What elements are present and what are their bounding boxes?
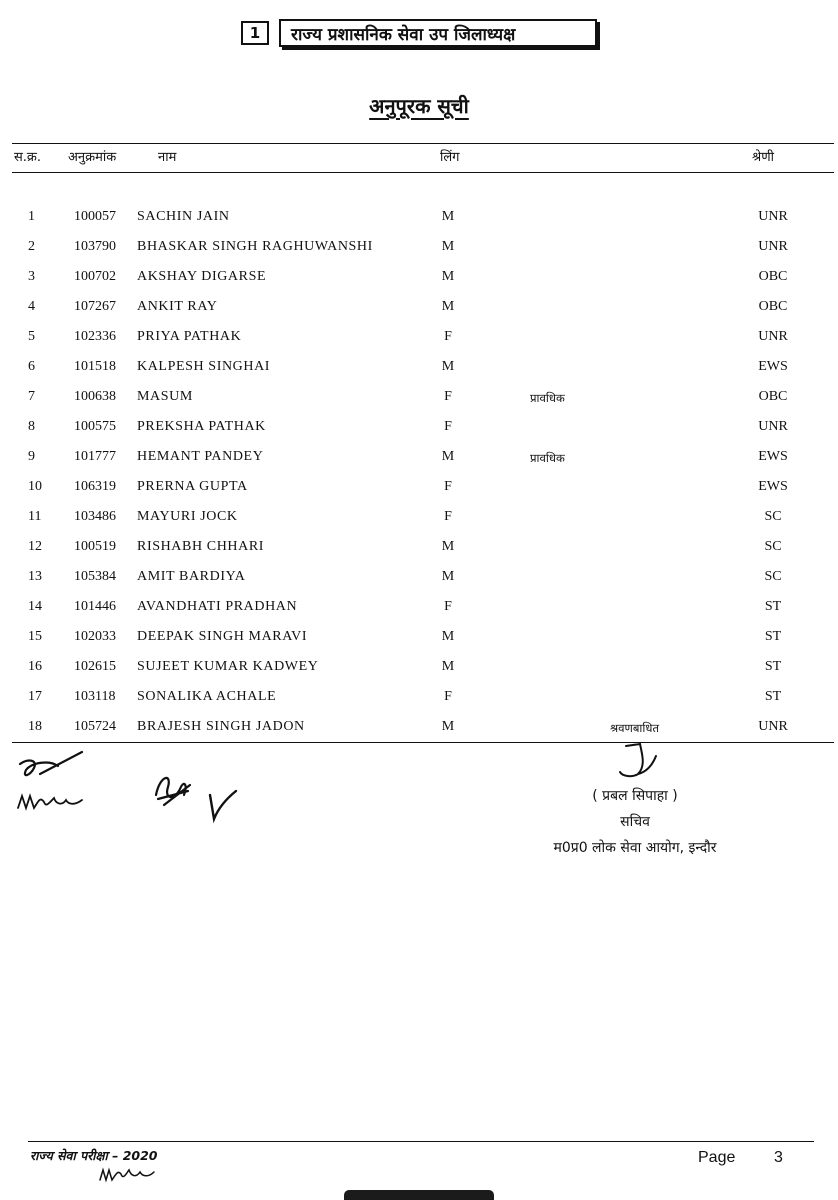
cell-gender: F — [444, 509, 452, 524]
cell-sno: 3 — [28, 269, 35, 284]
cell-roll: 102615 — [74, 659, 116, 674]
cell-remark: प्रावधिक — [530, 391, 565, 405]
footer-exam-label: राज्य सेवा परीक्षा – 2020 — [30, 1148, 158, 1163]
cell-category: SC — [764, 569, 782, 584]
cell-category: UNR — [758, 239, 788, 254]
cell-roll: 100638 — [74, 389, 116, 404]
cell-sno: 9 — [28, 449, 35, 464]
cell-gender: F — [444, 599, 452, 614]
secretary-signature — [612, 742, 672, 786]
cell-name: DEEPAK SINGH MARAVI — [137, 629, 308, 644]
cell-sno: 12 — [28, 539, 42, 554]
table-row — [0, 535, 838, 565]
cell-category: SC — [764, 539, 782, 554]
cell-sno: 5 — [28, 329, 35, 344]
cell-category: ST — [764, 599, 782, 614]
cell-name: KALPESH SINGHAI — [137, 359, 271, 374]
cell-roll: 105384 — [74, 569, 116, 584]
cell-sno: 1 — [28, 209, 35, 224]
table-row — [0, 595, 838, 625]
cell-gender: M — [441, 359, 455, 374]
cell-name: AVANDHATI PRADHAN — [137, 599, 298, 614]
cell-gender: M — [441, 299, 455, 314]
cell-roll: 103486 — [74, 509, 116, 524]
cell-roll: 101777 — [74, 449, 116, 464]
table-row — [0, 205, 838, 235]
cell-roll: 100702 — [74, 269, 116, 284]
cell-roll: 107267 — [74, 299, 116, 314]
subtitle — [0, 92, 838, 119]
cell-name: PRIYA PATHAK — [137, 329, 242, 344]
header-number-box: 1 — [241, 21, 269, 45]
cell-roll: 103118 — [74, 689, 116, 704]
table-top-rule — [12, 143, 834, 144]
col-header-name: नाम — [158, 150, 177, 165]
table-row — [0, 715, 838, 745]
table-header-rule — [12, 172, 834, 173]
cell-sno: 6 — [28, 359, 35, 374]
table-row — [0, 565, 838, 595]
cell-remark: प्रावधिक — [530, 451, 565, 465]
col-header-gender: लिंग — [440, 150, 460, 165]
cell-gender: M — [441, 539, 455, 554]
commission-name: म0प्र0 लोक सेवा आयोग, इन्दौर — [553, 840, 717, 856]
cell-category: EWS — [758, 449, 788, 464]
cell-sno: 10 — [28, 479, 42, 494]
footer-initials — [96, 1160, 160, 1184]
cell-category: UNR — [758, 209, 788, 224]
cell-category: EWS — [758, 359, 788, 374]
cell-roll: 103790 — [74, 239, 116, 254]
secretary-name: ( प्रबल सिपाहा ) — [592, 788, 678, 804]
handwritten-initials-left — [10, 752, 110, 822]
cell-gender: F — [444, 329, 452, 344]
viewer-scroll-indicator[interactable] — [344, 1190, 494, 1200]
cell-name: BHASKAR SINGH RAGHUWANSHI — [137, 239, 373, 254]
table-row — [0, 625, 838, 655]
cell-sno: 7 — [28, 389, 35, 404]
table-row — [0, 685, 838, 715]
cell-sno: 16 — [28, 659, 42, 674]
cell-name: SUJEET KUMAR KADWEY — [137, 659, 319, 674]
cell-gender: F — [444, 419, 452, 434]
cell-sno: 11 — [28, 509, 42, 524]
cell-name: MAYURI JOCK — [137, 509, 238, 524]
col-header-sno: स.क्र. — [14, 150, 42, 165]
table-row — [0, 355, 838, 385]
cell-name: PRERNA GUPTA — [137, 479, 248, 494]
cell-roll: 101446 — [74, 599, 116, 614]
table-row — [0, 415, 838, 445]
cell-name: PREKSHA PATHAK — [137, 419, 266, 434]
cell-name: RISHABH CHHARI — [137, 539, 265, 554]
cell-roll: 102033 — [74, 629, 116, 644]
cell-sno: 2 — [28, 239, 35, 254]
cell-name: ANKIT RAY — [137, 299, 218, 314]
cell-category: SC — [764, 509, 782, 524]
subtitle-text: अनुपूरक सूची — [369, 94, 469, 118]
cell-sno: 8 — [28, 419, 35, 434]
handwritten-initials-middle — [150, 765, 245, 825]
table-row — [0, 235, 838, 265]
cell-name: BRAJESH SINGH JADON — [137, 719, 305, 734]
cell-category: UNR — [758, 419, 788, 434]
cell-roll: 100575 — [74, 419, 116, 434]
cell-gender: M — [441, 719, 455, 734]
table-row — [0, 265, 838, 295]
cell-name: AKSHAY DIGARSE — [137, 269, 267, 284]
table-row — [0, 505, 838, 535]
table-row — [0, 475, 838, 505]
cell-gender: F — [444, 689, 452, 704]
footer-page-number: 3 — [774, 1149, 783, 1166]
cell-category: ST — [764, 629, 782, 644]
cell-sno: 15 — [28, 629, 42, 644]
cell-name: SACHIN JAIN — [137, 209, 230, 224]
table-row — [0, 295, 838, 325]
cell-category: ST — [764, 659, 782, 674]
cell-remark: श्रवणबाधित — [610, 721, 660, 735]
footer-page-label: Page — [698, 1149, 736, 1166]
cell-gender: M — [441, 629, 455, 644]
cell-category: ST — [764, 689, 782, 704]
cell-sno: 13 — [28, 569, 42, 584]
table-row — [0, 445, 838, 475]
cell-sno: 18 — [28, 719, 42, 734]
cell-name: SONALIKA ACHALE — [137, 689, 277, 704]
cell-category: OBC — [758, 269, 788, 284]
cell-name: MASUM — [137, 389, 193, 404]
cell-category: OBC — [758, 389, 788, 404]
cell-gender: F — [444, 389, 452, 404]
table-row — [0, 325, 838, 355]
cell-roll: 101518 — [74, 359, 116, 374]
cell-sno: 17 — [28, 689, 42, 704]
cell-category: OBC — [758, 299, 788, 314]
cell-name: HEMANT PANDEY — [137, 449, 264, 464]
cell-roll: 100057 — [74, 209, 116, 224]
cell-name: AMIT BARDIYA — [137, 569, 246, 584]
cell-sno: 14 — [28, 599, 42, 614]
cell-roll: 105724 — [74, 719, 116, 734]
secretary-title: सचिव — [620, 814, 650, 830]
cell-roll: 106319 — [74, 479, 116, 494]
table-bottom-rule — [12, 742, 834, 743]
col-header-category: श्रेणी — [752, 150, 774, 165]
header-title: राज्य प्रशासनिक सेवा उप जिलाध्यक्ष — [279, 19, 597, 47]
cell-gender: M — [441, 239, 455, 254]
cell-gender: M — [441, 659, 455, 674]
cell-roll: 102336 — [74, 329, 116, 344]
col-header-roll: अनुक्रमांक — [68, 150, 117, 165]
cell-category: EWS — [758, 479, 788, 494]
cell-category: UNR — [758, 329, 788, 344]
table-row — [0, 385, 838, 415]
cell-category: UNR — [758, 719, 788, 734]
table-row — [0, 655, 838, 685]
cell-gender: M — [441, 209, 455, 224]
cell-sno: 4 — [28, 299, 35, 314]
cell-gender: M — [441, 269, 455, 284]
cell-gender: M — [441, 569, 455, 584]
cell-roll: 100519 — [74, 539, 116, 554]
footer-rule — [28, 1141, 814, 1142]
cell-gender: F — [444, 479, 452, 494]
cell-gender: M — [441, 449, 455, 464]
